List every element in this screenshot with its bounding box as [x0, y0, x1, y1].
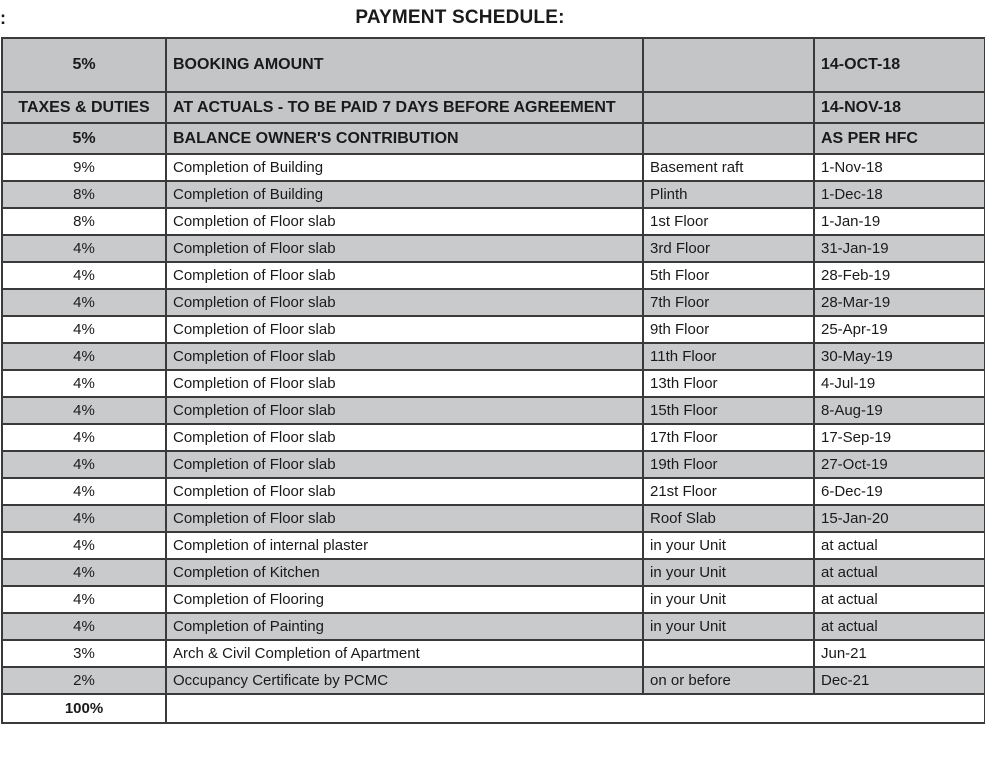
date-cell: 30-May-19 — [814, 343, 985, 370]
table-row-owner-contribution — [2, 123, 985, 154]
date-cell: 6-Dec-19 — [814, 478, 985, 505]
percent-cell: 4% — [2, 370, 166, 397]
percent-cell: 4% — [2, 262, 166, 289]
table-row — [2, 559, 985, 586]
description-cell: Completion of Flooring — [166, 586, 643, 613]
description-cell: Completion of Floor slab — [166, 370, 643, 397]
date-cell: at actual — [814, 532, 985, 559]
table-row — [2, 262, 985, 289]
description-cell: AT ACTUALS - TO BE PAID 7 DAYS BEFORE AGREEMENT — [166, 92, 643, 123]
description-cell: Completion of Floor slab — [166, 397, 643, 424]
percent-cell: 4% — [2, 586, 166, 613]
description-cell: Completion of Building — [166, 154, 643, 181]
percent-cell: 8% — [2, 181, 166, 208]
date-cell: at actual — [814, 559, 985, 586]
stage-cell — [643, 92, 814, 123]
table-row — [2, 532, 985, 559]
table-row — [2, 505, 985, 532]
stage-cell — [643, 38, 814, 92]
stage-cell: in your Unit — [643, 559, 814, 586]
description-cell: Completion of Building — [166, 181, 643, 208]
percent-cell: 2% — [2, 667, 166, 694]
percent-cell: 4% — [2, 397, 166, 424]
stage-cell: 19th Floor — [643, 451, 814, 478]
percent-cell: 9% — [2, 154, 166, 181]
table-row — [2, 478, 985, 505]
description-cell: Completion of Floor slab — [166, 208, 643, 235]
table-row — [2, 370, 985, 397]
stage-cell: 21st Floor — [643, 478, 814, 505]
stage-cell: Basement raft — [643, 154, 814, 181]
date-cell: 27-Oct-19 — [814, 451, 985, 478]
date-cell: 1-Nov-18 — [814, 154, 985, 181]
percent-cell: 4% — [2, 235, 166, 262]
stage-cell: 17th Floor — [643, 424, 814, 451]
percent-cell: 5% — [2, 38, 166, 92]
edge-mark: : — [0, 8, 6, 28]
stage-cell: Roof Slab — [643, 505, 814, 532]
table-row — [2, 208, 985, 235]
description-cell: Completion of internal plaster — [166, 532, 643, 559]
date-cell: 28-Feb-19 — [814, 262, 985, 289]
table-row — [2, 181, 985, 208]
date-cell: 8-Aug-19 — [814, 397, 985, 424]
date-cell: 15-Jan-20 — [814, 505, 985, 532]
percent-cell: 4% — [2, 559, 166, 586]
description-cell: Completion of Floor slab — [166, 451, 643, 478]
stage-cell: 13th Floor — [643, 370, 814, 397]
description-cell: Arch & Civil Completion of Apartment — [166, 640, 643, 667]
date-cell: AS PER HFC — [814, 123, 985, 154]
percent-cell: 4% — [2, 424, 166, 451]
description-cell: BALANCE OWNER'S CONTRIBUTION — [166, 123, 643, 154]
stage-cell: 5th Floor — [643, 262, 814, 289]
date-cell: 4-Jul-19 — [814, 370, 985, 397]
table-row — [2, 235, 985, 262]
stage-cell: on or before — [643, 667, 814, 694]
description-cell: Completion of Floor slab — [166, 235, 643, 262]
description-cell: Completion of Floor slab — [166, 505, 643, 532]
date-cell: 14-NOV-18 — [814, 92, 985, 123]
percent-cell: 4% — [2, 343, 166, 370]
table-body — [2, 38, 985, 723]
stage-cell: Plinth — [643, 181, 814, 208]
description-cell: Completion of Floor slab — [166, 478, 643, 505]
table-row — [2, 397, 985, 424]
stage-cell — [643, 123, 814, 154]
description-cell: BOOKING AMOUNT — [166, 38, 643, 92]
description-cell: Completion of Kitchen — [166, 559, 643, 586]
percent-cell: 4% — [2, 451, 166, 478]
date-cell: at actual — [814, 586, 985, 613]
date-cell: 17-Sep-19 — [814, 424, 985, 451]
stage-cell: 9th Floor — [643, 316, 814, 343]
stage-cell: 7th Floor — [643, 289, 814, 316]
description-cell: Completion of Floor slab — [166, 262, 643, 289]
stage-cell: in your Unit — [643, 613, 814, 640]
percent-cell: 4% — [2, 478, 166, 505]
stage-cell: 3rd Floor — [643, 235, 814, 262]
stage-cell: in your Unit — [643, 532, 814, 559]
table-row — [2, 424, 985, 451]
description-cell: Completion of Floor slab — [166, 343, 643, 370]
table-row — [2, 343, 985, 370]
description-cell: Occupancy Certificate by PCMC — [166, 667, 643, 694]
page-title: PAYMENT SCHEDULE: — [355, 7, 565, 28]
table-row-taxes — [2, 92, 985, 123]
date-cell: 14-OCT-18 — [814, 38, 985, 92]
description-cell: Completion of Floor slab — [166, 289, 643, 316]
date-cell: 28-Mar-19 — [814, 289, 985, 316]
date-cell: 1-Jan-19 — [814, 208, 985, 235]
date-cell: at actual — [814, 613, 985, 640]
date-cell: 31-Jan-19 — [814, 235, 985, 262]
percent-cell: 3% — [2, 640, 166, 667]
table-row-booking — [2, 38, 985, 92]
date-cell: 25-Apr-19 — [814, 316, 985, 343]
percent-cell: TAXES & DUTIES — [2, 92, 166, 123]
stage-cell: 11th Floor — [643, 343, 814, 370]
table-row — [2, 289, 985, 316]
description-cell: Completion of Floor slab — [166, 316, 643, 343]
stage-cell: 15th Floor — [643, 397, 814, 424]
percent-cell: 4% — [2, 532, 166, 559]
date-cell: Dec-21 — [814, 667, 985, 694]
description-cell: Completion of Floor slab — [166, 424, 643, 451]
table-row — [2, 451, 985, 478]
payment-schedule-table — [1, 37, 985, 724]
table-row — [2, 586, 985, 613]
table-row — [2, 154, 985, 181]
percent-cell: 4% — [2, 505, 166, 532]
stage-cell: in your Unit — [643, 586, 814, 613]
percent-cell: 4% — [2, 289, 166, 316]
table-row — [2, 667, 985, 694]
percent-cell: 4% — [2, 613, 166, 640]
table-row — [2, 640, 985, 667]
percent-cell: 5% — [2, 123, 166, 154]
table-row — [2, 316, 985, 343]
total-percent-cell: 100% — [2, 694, 166, 723]
date-cell: Jun-21 — [814, 640, 985, 667]
stage-cell: 1st Floor — [643, 208, 814, 235]
percent-cell: 4% — [2, 316, 166, 343]
stage-cell — [643, 640, 814, 667]
percent-cell: 8% — [2, 208, 166, 235]
total-row — [2, 694, 985, 723]
description-cell: Completion of Painting — [166, 613, 643, 640]
date-cell: 1-Dec-18 — [814, 181, 985, 208]
table-row — [2, 613, 985, 640]
total-blank-cell — [166, 694, 985, 723]
